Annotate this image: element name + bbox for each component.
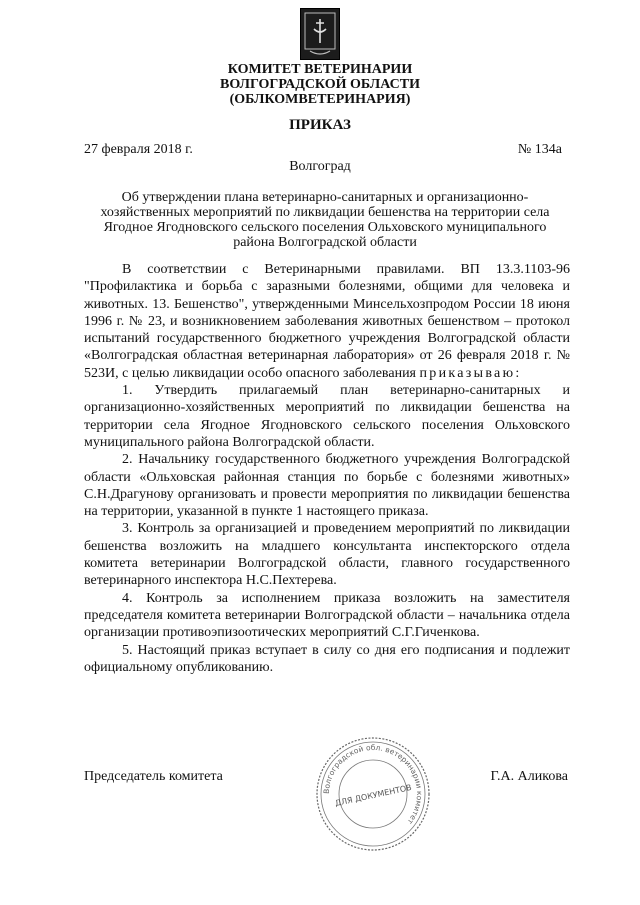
stamp-center-text: ДЛЯ ДОКУМЕНТОВ	[334, 782, 413, 808]
document-body	[84, 261, 570, 676]
coat-of-arms-emblem	[300, 8, 340, 60]
preamble-paragraph	[84, 261, 570, 382]
org-line-2: ВОЛГОГРАДСКОЙ ОБЛАСТИ	[220, 77, 420, 92]
document-number: № 134а	[517, 142, 562, 157]
document-subject: Об утверждении плана ветеринарно-санитарных и организационно-хозяйственных мероприятий по ликвидации бешенства на территории села Ягодное Ягодновского сельского поселения Ольховского муниципального района Волгоградской области	[100, 190, 550, 250]
order-item-3: 3. Контроль за организацией и проведением мероприятий по ликвидации бешенства возложить на младшего консультанта инспекторского отдела комитета ветеринарии Волгоградской области, главного государственного ветеринарного инспектора Н.С.Пехтерева.	[84, 521, 570, 589]
order-item-2: 2. Начальнику государственного бюджетного учреждения Волгоградской области «Ольховская районная станция по борьбе с болезнями животных» С.Н.Драгунову организовать и провести мероприятия по ликвидации бешенства на территории, указанной в пункте 1 настоящего приказа.	[84, 452, 570, 520]
org-line-3: (ОБЛКОМВЕТЕРИНАРИЯ)	[229, 92, 411, 107]
order-item-1: 1. Утвердить прилагаемый план ветеринарно-санитарных и организационно-хозяйственных мероприятий по ликвидации бешенства на территории села Ягодное Ягодновского сельского поселения Ольховского муниципального района Волгоградской области.	[84, 383, 570, 450]
document-type: ПРИКАЗ	[289, 117, 351, 133]
organization-name	[0, 62, 640, 107]
document-date: 27 февраля 2018 г.	[84, 142, 193, 157]
signatory-title: Председатель комитета	[84, 769, 223, 784]
stamp-ring-text: Волгоградской обл. ветеринарии комитет	[321, 742, 425, 827]
order-item-5: 5. Настоящий приказ вступает в силу со дня его подписания и подлежит официальному опубликованию.	[84, 642, 570, 675]
order-word: приказываю:	[419, 365, 522, 381]
document-city: Волгоград	[289, 159, 351, 174]
order-item-4: 4. Контроль за исполнением приказа возложить на заместителя председателя комитета ветеринарии Волгоградской области – начальника отдела организации противоэпизоотических мероприятий С.Г.Гиченкова.	[84, 590, 570, 641]
signatory-name: Г.А. Аликова	[490, 769, 568, 784]
official-stamp	[313, 734, 433, 854]
preamble-text: В соответствии с Ветеринарными правилами. ВП 13.3.1103-96 "Профилактика и борьба с заразными болезнями, общими для человека и животных. 13. Бешенство", утвержденными Минсельхозпродом России 18 июня 1996 г. № 23, и возникновением заболевания животных бешенством – протокол испытаний государственного бюджетного учреждения Волгоградской области «Волгоградская областная ветеринарная лаборатория» от 26 февраля 2018 г. № 523И, с целью ликвидации особо опасного заболевания	[84, 262, 570, 381]
org-line-1: КОМИТЕТ ВЕТЕРИНАРИИ	[227, 62, 413, 77]
